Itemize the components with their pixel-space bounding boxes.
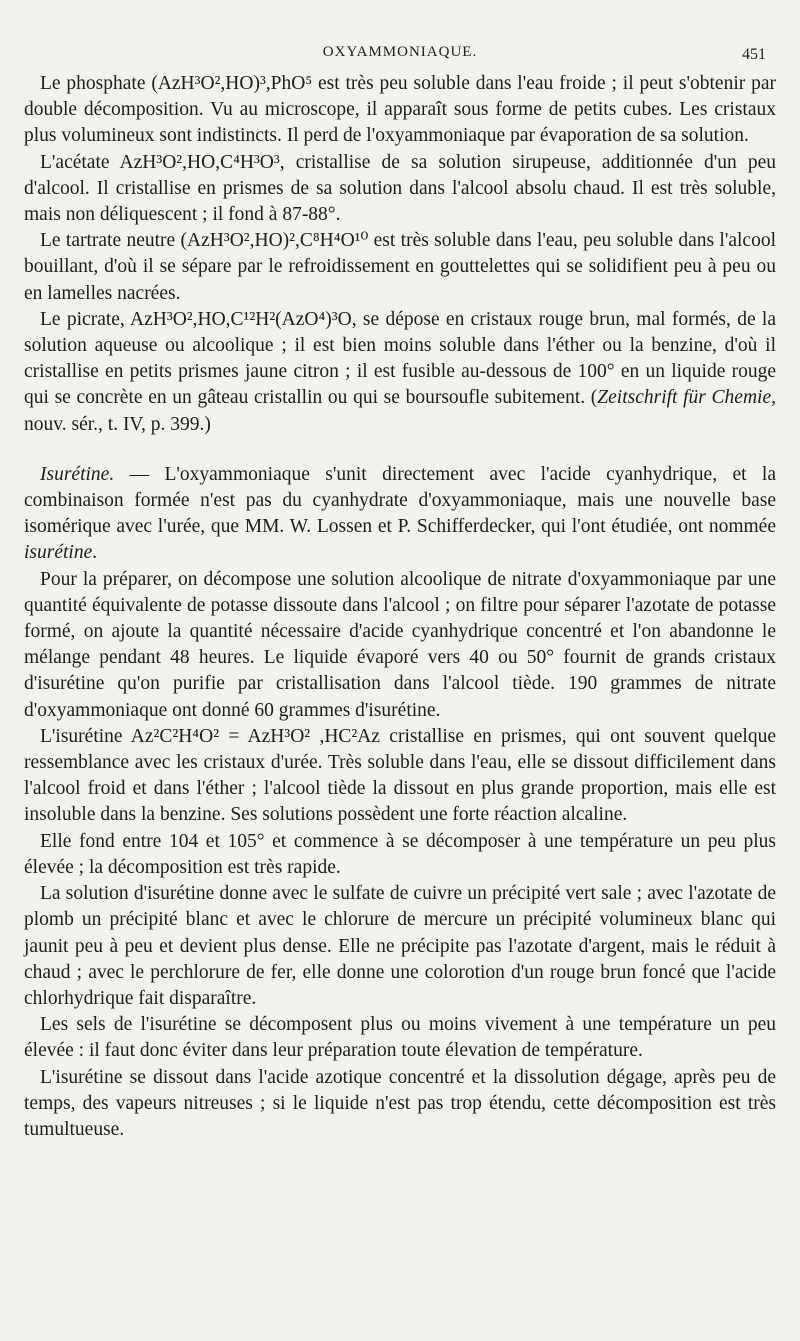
paragraph-melting: Elle fond entre 104 et 105° et commence à se décomposer à une température un peu plus élevée ; la décomposition est très rapide. <box>24 830 776 878</box>
page-header <box>24 44 776 68</box>
journal-reference: Zeitschrift für Chemie, <box>597 387 776 409</box>
paragraph-reactions: La solution d'isurétine donne avec le sulfate de cuivre un précipité vert sale ; avec l'azotate de plomb un précipité blanc et avec le chlorure de mercure un précipité volumineux blanc qui jaunit peu à peu et devient plus dense. Elle ne précipite pas l'azotate d'argent, mais le réduit à chaud ; avec le perchlorure de fer, elle donne une colorotion d'un rouge brun foncé que l'acide chlorhydrique fait disparaître. <box>24 883 776 1009</box>
paragraph-tartrate: Le tartrate neutre (AzH³O²,HO)²,C⁸H⁴O¹⁰ est très soluble dans l'eau, peu soluble dans l'alcool bouillant, d'où il se sépare par le refroidissement en gouttelettes qui se solidifient peu à peu ou en lamelles nacrées. <box>24 230 776 304</box>
section-break <box>24 438 776 462</box>
picrate-text: Le picrate, AzH³O²,HO,C¹²H²(AzO⁴)³O, se dépose en cristaux rouge brun, mal formés, de la solution aqueuse ou alcoolique ; il est bien moins soluble dans l'éther ou la benzine, d'où il cristallise en petits prismes jaune citron ; il est fusible au-dessous de 100° en un liquide rouge qui se concrète en un gâteau cristallin ou qui se boursoufle subitement. <box>24 308 776 409</box>
reference-details: nouv. sér., t. IV, p. 399.) <box>24 413 211 435</box>
section-heading-isuretine: Isurétine. <box>40 463 115 485</box>
paragraph-salts: Les sels de l'isurétine se décomposent plus ou moins vivement à une température un peu élevée : il faut donc éviter dans leur préparation toute élevation de température. <box>24 1014 776 1062</box>
paragraph-isuretine-intro <box>24 462 776 567</box>
isuretine-term-end: . <box>92 542 98 564</box>
isuretine-intro-text: — L'oxyammoniaque s'unit directement avec l'acide cyanhydrique, et la combinaison formée n'est pas du cyanhydrate d'oxyammoniaque, mais une nouvelle base isomérique avec l'urée, que MM. W. Lossen et P. Schifferdecker, qui l'ont étudiée, ont nommée <box>24 463 776 538</box>
body-text <box>24 71 776 1143</box>
paragraph-phosphate: Le phosphate (AzH³O²,HO)³,PhO⁵ est très peu soluble dans l'eau froide ; il peut s'obtenir par double décomposition. Vu au microscope, il apparaît sous forme de petits cubes. Les cristaux plus volumineux sont indistincts. Il perd de l'oxyammoniaque par évaporation de sa solution. <box>24 73 776 147</box>
paragraph-properties: L'isurétine Az²C²H⁴O² = AzH³O² ,HC²Az cristallise en prismes, qui ont souvent quelque ressemblance avec les cristaux d'urée. Très soluble dans l'eau, elle se dissout difficilement dans l'alcool froid et dans l'éther ; l'alcool tiède la dissout en plus grande proportion, mais elle est insoluble dans la benzine. Ses solutions possèdent une forte réaction alcaline. <box>24 725 776 826</box>
paragraph-picrate: Le picrate, AzH³O²,HO,C¹²H²(AzO⁴)³O, se dépose en cristaux rouge brun, mal formés, de la solution aqueuse ou alcoolique ; il est bien moins soluble dans l'éther ou la benzine, d'où il cristallise en petits prismes jaune citron ; il est fusible au-dessous de 100° en un liquide rouge qui se concrète en un gâteau cristallin ou qui se boursoufle subitement. (Zeitschrift für Chemie, nouv. sér., t. IV, p. 399.) <box>24 308 776 435</box>
running-title: OXYAMMONIAQUE. <box>322 44 478 60</box>
paragraph-preparation: Pour la préparer, on décompose une solution alcoolique de nitrate d'oxyammoniaque par une quantité équivalente de potasse dissoute dans l'alcool ; on filtre pour séparer l'azotate de potasse formé, on ajoute la quantité nécessaire d'acide cyanhydrique concentré et l'on abandonne le mélange pendant 48 heures. Le liquide évaporé vers 40 ou 50° fournit de grands cristaux d'isurétine qu'on purifie par cristallisation dans l'alcool tiède. 190 grammes de nitrate d'oxyammoniaque ont donné 60 grammes d'isurétine. <box>24 568 776 721</box>
paragraph-nitric-acid: L'isurétine se dissout dans l'acide azotique concentré et la dissolution dégage, après peu de temps, des vapeurs nitreuses ; si le liquide n'est pas trop étendu, cette décomposition est très tumultueuse. <box>24 1066 776 1140</box>
isuretine-term: isurétine <box>24 542 93 564</box>
paragraph-acetate: L'acétate AzH³O²,HO,C⁴H³O³, cristallise de sa solution sirupeuse, additionnée d'un peu d'alcool. Il cristallise en prismes de sa solution dans l'alcool absolu chaud. Il est très soluble, mais non déliquescent ; il fond à 87-88°. <box>24 151 776 226</box>
page-number: 451 <box>742 46 766 63</box>
